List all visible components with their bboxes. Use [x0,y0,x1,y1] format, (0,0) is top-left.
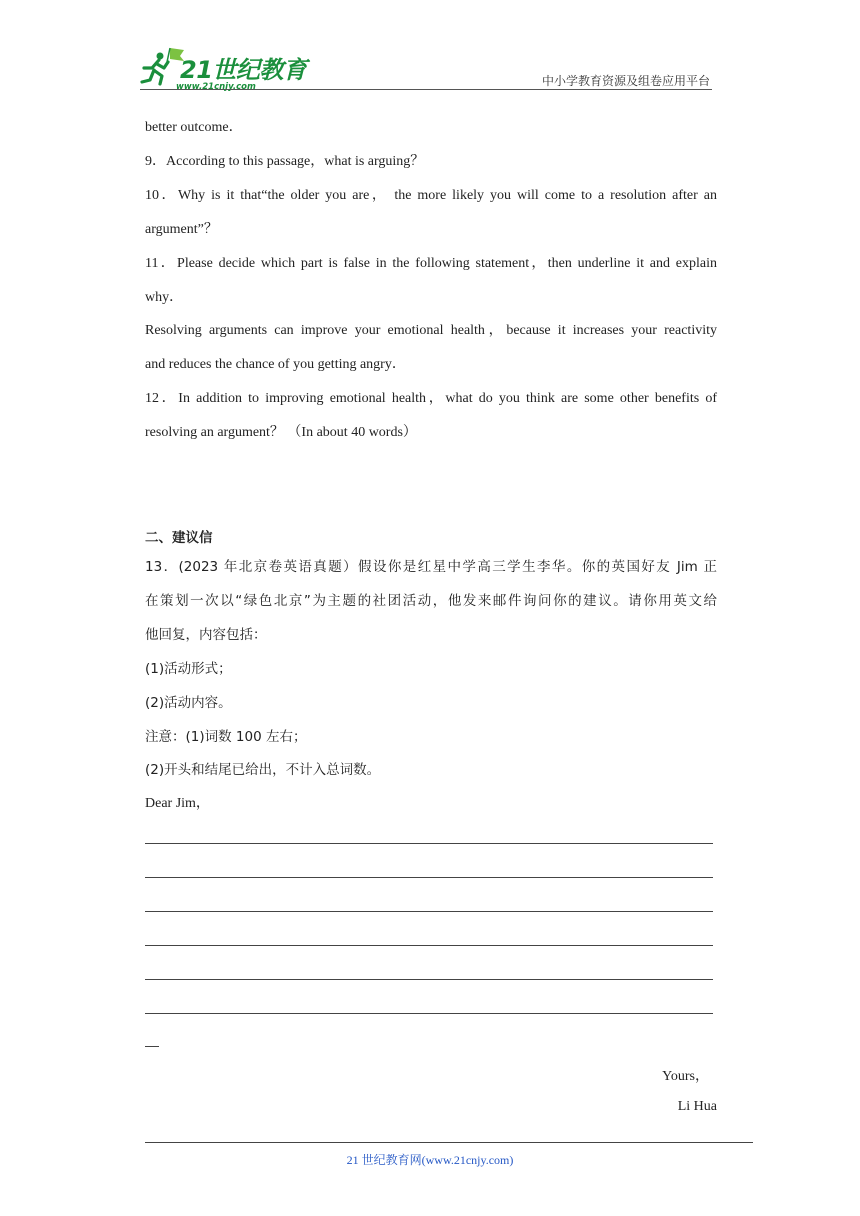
question-11-line-2: why． [145,290,184,305]
letter-closing: Yours， [662,1069,709,1084]
requirement-1: (1)活动形式； [145,661,232,677]
note-1: 注意：(1)词数 100 左右； [145,729,307,745]
section-title: 二、建议信 [145,530,213,546]
logo-url: www.21cnjy.com [176,82,256,92]
site-logo[interactable] [140,46,310,92]
question-9: 9．According to this passage，what is arguing？ [145,154,425,169]
question-10-line-1: 10．Why is it that“the older you are， the more likely you will come to a resolution after an [145,188,717,203]
letter-greeting: Dear Jim， [145,796,210,811]
question-10-line-2: argument”？ [145,222,218,237]
question-13-line-1: 13．(2023 年北京卷英语真题）假设你是红星中学高三学生李华。你的英国好友 Jim 正 [145,559,717,575]
runner-icon [140,46,184,86]
writing-line[interactable] [145,945,713,946]
writing-line[interactable] [145,979,713,980]
question-13-line-2: 在策划一次以“绿色北京”为主题的社团活动，他发来邮件询问你的建议。请你用英文给 [145,593,717,609]
logo-text: 21世纪教育 [180,56,307,84]
header-divider [140,89,712,90]
statement-line-2: and reduces the chance of you getting angry． [145,357,406,372]
footer-divider [145,1142,753,1143]
writing-line[interactable] [145,1013,713,1014]
writing-line[interactable] [145,911,713,912]
statement-line-1: Resolving arguments can improve your emotional health，because it increases your reactivity [145,323,717,338]
continuation-text: better outcome． [145,120,243,135]
requirement-2: (2)活动内容。 [145,695,232,711]
writing-line-end[interactable] [145,1046,159,1047]
page-header [140,40,712,90]
note-2: (2)开头和结尾已给出，不计入总词数。 [145,762,381,778]
writing-line[interactable] [145,843,713,844]
question-13-line-3: 他回复，内容包括： [145,627,267,643]
writing-line[interactable] [145,877,713,878]
question-12-line-1: 12．In addition to improving emotional health，what do you think are some other benefits of [145,391,717,406]
platform-tagline: 中小学教育资源及组卷应用平台 [541,74,710,88]
footer-link[interactable]: 21 世纪教育网(www.21cnjy.com) [346,1153,514,1167]
letter-signature: Li Hua [677,1099,717,1114]
question-12-line-2: resolving an argument？ （In about 40 words） [145,425,417,440]
question-11-line-1: 11．Please decide which part is false in the following statement，then underline it and explain [145,256,717,271]
